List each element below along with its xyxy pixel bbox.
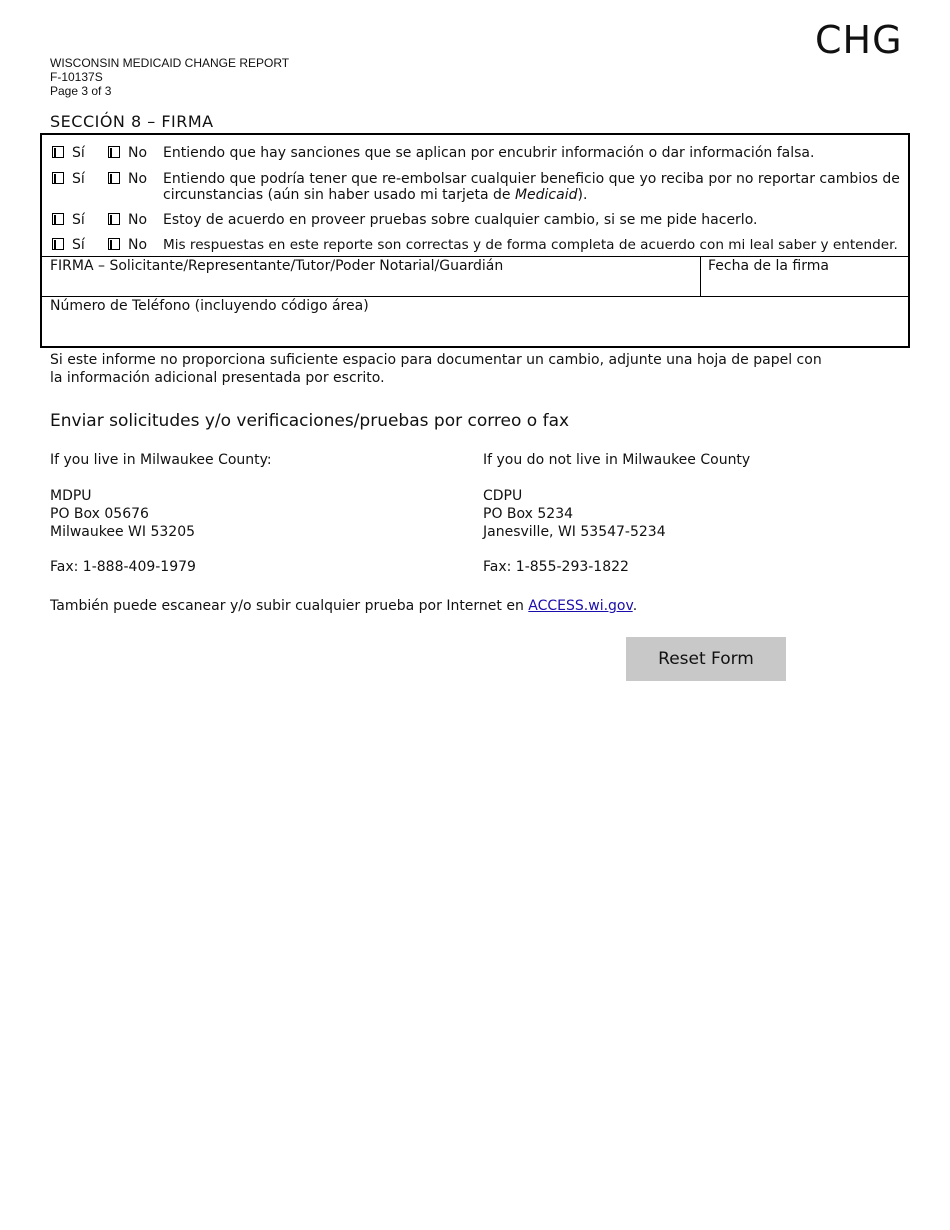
signature-field[interactable] — [50, 275, 695, 294]
no-checkbox-1[interactable] — [108, 146, 120, 158]
signature-date-label: Fecha de la firma — [708, 258, 829, 274]
statement-text-4: Mis respuestas en este reporte son correctas y de forma completa de acuerdo con mi leal saber y entender. — [163, 237, 898, 253]
mail-heading: Enviar solicitudes y/o verificaciones/pruebas por correo o fax — [50, 411, 570, 431]
statement-text-2 — [163, 171, 903, 203]
yes-checkbox-4[interactable] — [52, 238, 64, 250]
other-county-name: CDPU — [483, 488, 523, 504]
divider — [42, 256, 908, 257]
signature-date-field[interactable] — [705, 275, 903, 294]
yes-label: Sí — [72, 145, 85, 161]
phone-label: Número de Teléfono (incluyendo código área) — [50, 298, 369, 314]
no-checkbox-2[interactable] — [108, 172, 120, 184]
reset-form-button[interactable]: Reset Form — [626, 637, 786, 681]
signature-section-box — [40, 133, 910, 348]
note-line-2: la información adicional presentada por escrito. — [50, 370, 385, 386]
other-county-po-box: PO Box 5234 — [483, 506, 574, 522]
milwaukee-intro: If you live in Milwaukee County: — [50, 452, 272, 468]
form-number: F-10137S — [50, 70, 103, 84]
other-county-fax: Fax: 1-855-293-1822 — [483, 559, 629, 575]
statement-text-2-main: Entiendo que podría tener que re-embolsar cualquier beneficio que yo reciba por no reportar cambios de circunstancias (aún sin haber usado mi tarjeta de — [163, 171, 900, 203]
milwaukee-address-block — [50, 451, 272, 576]
medicaid-italic: Medicaid — [514, 187, 578, 203]
milwaukee-name: MDPU — [50, 488, 92, 504]
online-prefix: También puede escanear y/o subir cualquier prueba por Internet en — [50, 598, 529, 614]
yes-checkbox-1[interactable] — [52, 146, 64, 158]
statement-text-3: Estoy de acuerdo en proveer pruebas sobre cualquier cambio, si se me pide hacerlo. — [163, 212, 758, 228]
milwaukee-po-box: PO Box 05676 — [50, 506, 149, 522]
other-county-intro: If you do not live in Milwaukee County — [483, 452, 751, 468]
milwaukee-city: Milwaukee WI 53205 — [50, 524, 196, 540]
page-number: Page 3 of 3 — [50, 84, 112, 98]
yes-checkbox-2[interactable] — [52, 172, 64, 184]
signature-label: FIRMA – Solicitante/Representante/Tutor/Poder Notarial/Guardián — [50, 258, 504, 274]
yes-label: Sí — [72, 237, 85, 253]
form-title: WISCONSIN MEDICAID CHANGE REPORT — [50, 56, 290, 70]
yes-label: Sí — [72, 212, 85, 228]
no-label: No — [128, 237, 148, 253]
other-county-address-block — [483, 451, 750, 576]
statement-text-1: Entiendo que hay sanciones que se aplican por encubrir información o dar información falsa. — [163, 145, 815, 161]
no-label: No — [128, 171, 148, 187]
form-code: CHG — [815, 18, 903, 62]
milwaukee-fax: Fax: 1-888-409-1979 — [50, 559, 196, 575]
statement-text-2-end: ). — [577, 187, 588, 203]
yes-label: Sí — [72, 171, 85, 187]
other-county-city: Janesville, WI 53547-5234 — [483, 524, 666, 540]
yes-checkbox-3[interactable] — [52, 213, 64, 225]
phone-field[interactable] — [50, 317, 900, 341]
divider — [700, 256, 701, 296]
section-title: SECCIÓN 8 – FIRMA — [50, 112, 214, 131]
note-line-1: Si este informe no proporciona suficiente espacio para documentar un cambio, adjunte una hoja de papel con — [50, 352, 822, 368]
no-checkbox-4[interactable] — [108, 238, 120, 250]
divider — [42, 296, 908, 297]
no-checkbox-3[interactable] — [108, 213, 120, 225]
no-label: No — [128, 212, 148, 228]
no-label: No — [128, 145, 148, 161]
online-suffix: . — [632, 598, 638, 614]
access-link[interactable]: ACCESS.wi.gov — [528, 598, 633, 614]
online-note — [50, 597, 637, 615]
